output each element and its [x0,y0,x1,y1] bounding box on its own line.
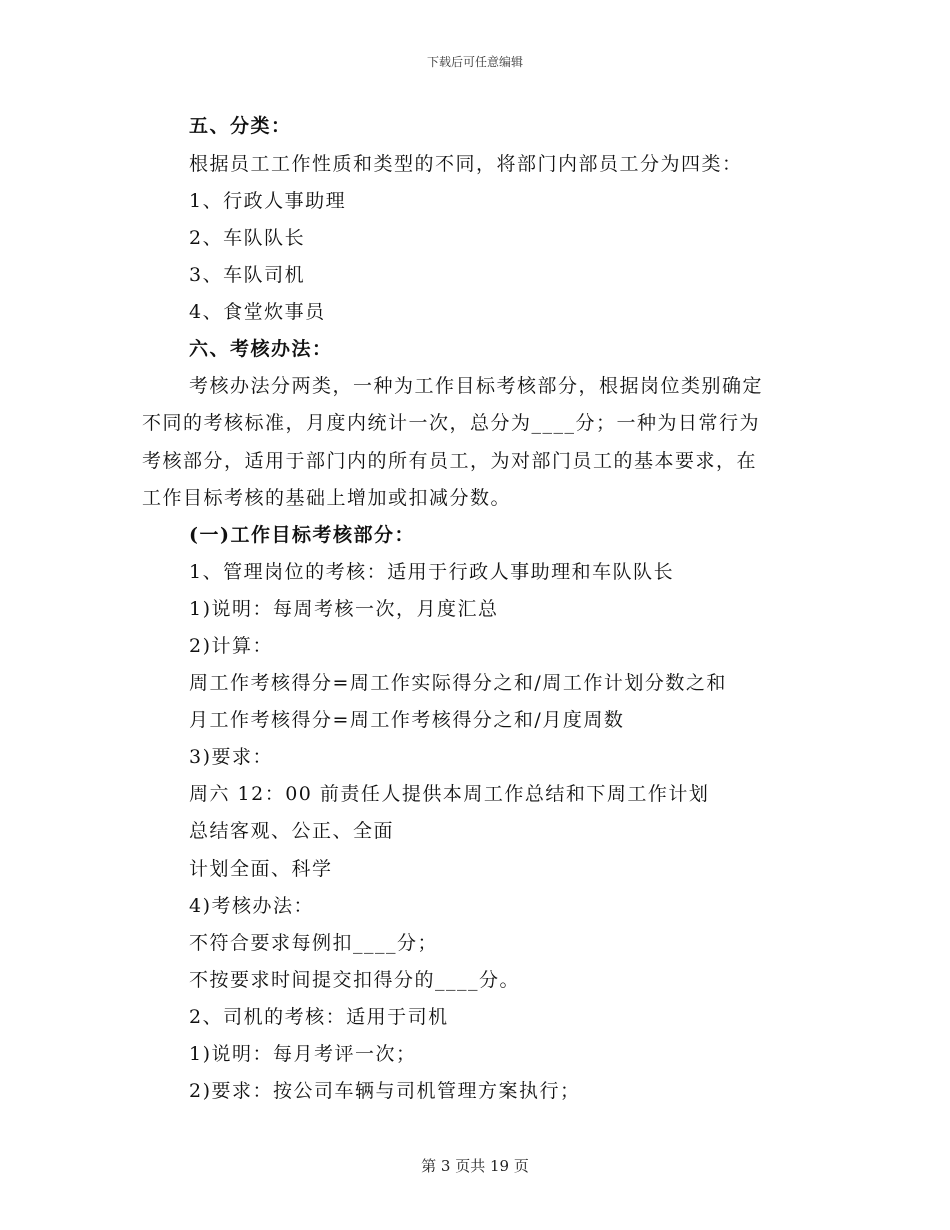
paragraph-line: 总结客观、公正、全面 [189,820,395,842]
list-item: 4、食堂炊事员 [189,301,326,323]
formula-line: 月工作考核得分=周工作考核得分之和/月度周数 [189,709,625,731]
paragraph-line: 工作目标考核的基础上增加或扣减分数。 [142,487,512,509]
section-heading-classification: 五、分类： [189,115,292,137]
paragraph-line: 不按要求时间提交扣得分的____分。 [189,969,521,991]
paragraph-line: 2)计算： [189,635,274,657]
paragraph-line: 1、管理岗位的考核：适用于行政人事助理和车队队长 [189,561,675,583]
paragraph-line: 不符合要求每例扣____分； [189,932,439,954]
page-footer: 第 3 页共 19 页 [421,1157,529,1175]
paragraph-line: 1)说明：每周考核一次，月度汇总 [189,598,499,620]
paragraph-line: 周六 12：00 前责任人提供本周工作总结和下周工作计划 [189,783,710,805]
list-item: 2、车队队长 [189,227,306,249]
paragraph-line: 1)说明：每月考评一次； [189,1043,417,1065]
paragraph-line: 根据员工工作性质和类型的不同，将部门内部员工分为四类： [189,153,743,175]
section-heading-assessment: 六、考核办法： [189,338,333,360]
paragraph-line: 3)要求： [189,746,274,768]
paragraph-line: 考核部分，适用于部门内的所有员工，为对部门员工的基本要求，在 [142,450,758,472]
subsection-heading: (一)工作目标考核部分： [189,524,415,546]
page-header: 下载后可任意编辑 [426,55,523,69]
paragraph-line: 2)要求：按公司车辆与司机管理方案执行； [189,1080,581,1102]
formula-line: 周工作考核得分=周工作实际得分之和/周工作计划分数之和 [189,672,727,694]
list-item: 3、车队司机 [189,264,306,286]
paragraph-line: 计划全面、科学 [189,858,333,880]
paragraph-line: 2、司机的考核：适用于司机 [189,1006,449,1028]
paragraph-line: 不同的考核标准，月度内统计一次，总分为____分；一种为日常行为 [142,412,761,434]
paragraph-line: 4)考核办法： [189,895,315,917]
list-item: 1、行政人事助理 [189,190,347,212]
paragraph-line: 考核办法分两类，一种为工作目标考核部分，根据岗位类别确定 [189,375,764,397]
